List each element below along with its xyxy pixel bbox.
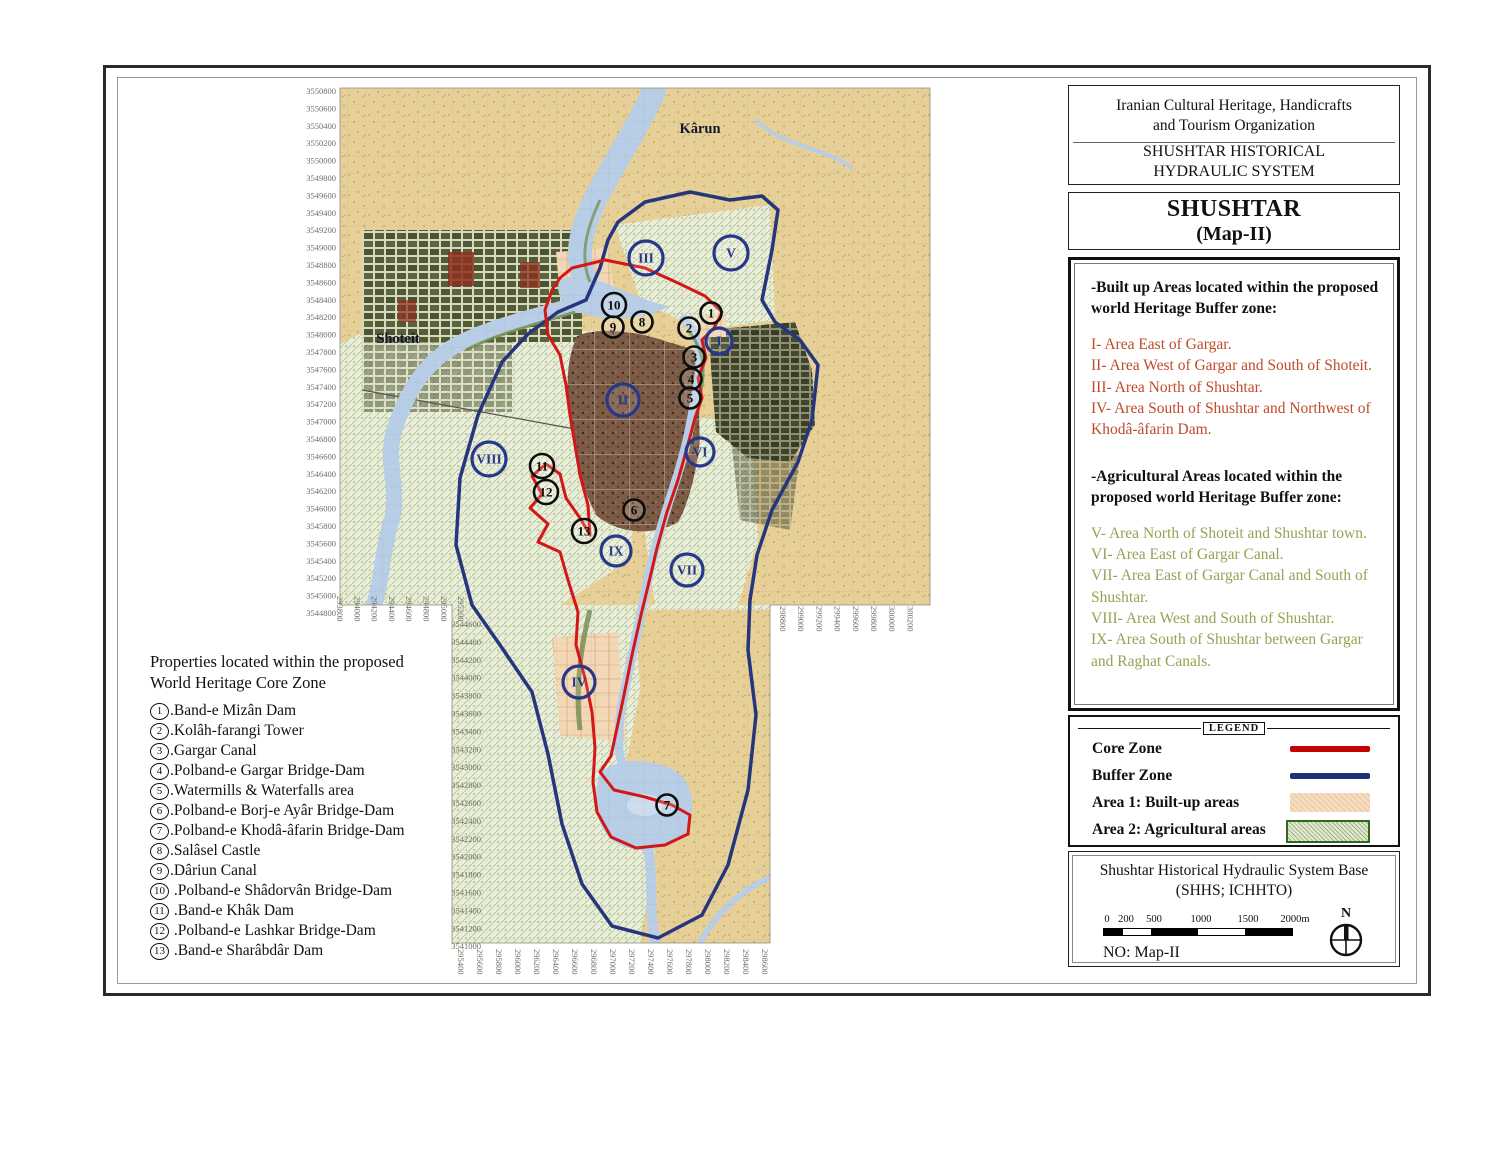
property-list-item: 12 .Polband-e Lashkar Bridge-Dam	[150, 921, 480, 941]
area-marker-II	[607, 384, 639, 416]
property-number-badge: 10	[150, 883, 169, 900]
property-list-item: 13 .Band-e Sharâbdâr Dam	[150, 941, 480, 961]
coordinate-label: 294600	[404, 596, 415, 622]
property-list-item: 2 .Kolâh-farangi Tower	[150, 721, 480, 741]
area-list-item: VII- Area East of Gargar Canal and South of Shushtar.	[1091, 567, 1368, 606]
credit-line2: (SHHS; ICHHTO)	[1175, 882, 1293, 900]
property-number-badge: 11	[150, 903, 169, 920]
coordinate-label: 3545200	[306, 573, 336, 584]
coordinate-label: 298000	[703, 949, 713, 975]
coordinate-label: 3549200	[306, 225, 336, 236]
coordinate-label: 296400	[551, 949, 561, 975]
agri-areas-list	[1091, 523, 1379, 673]
scale-tick: 0	[1104, 914, 1110, 925]
coordinate-label: 3545400	[306, 555, 336, 566]
properties-heading-line2: World Heritage Core Zone	[150, 672, 326, 692]
coordinate-label: 3544200	[451, 654, 481, 665]
built-areas-list	[1091, 334, 1379, 441]
coordinate-label: 3550200	[306, 138, 336, 149]
coordinate-label: 298400	[741, 949, 751, 975]
property-marker-3	[684, 347, 705, 368]
property-marker-9	[603, 317, 624, 338]
property-number-badge: 5	[150, 783, 169, 800]
coordinate-label: 3542400	[451, 815, 481, 826]
coordinate-label: 3547600	[306, 364, 336, 375]
area-list-item: V- Area North of Shoteit and Shushtar town.	[1091, 524, 1367, 542]
coordinate-label: 3543800	[451, 690, 481, 701]
svg-text:11: 11	[535, 458, 549, 474]
coordinate-label: 3546600	[306, 451, 336, 462]
area-list-item: VI- Area East of Gargar Canal.	[1091, 545, 1284, 563]
coordinate-label: 3549400	[306, 207, 336, 218]
coordinate-label: 3548800	[306, 260, 336, 270]
svg-text:IX: IX	[608, 543, 624, 559]
legend-label: Core Zone	[1092, 740, 1162, 757]
coordinate-label: 3548000	[306, 329, 336, 340]
coordinate-label: 3547400	[306, 381, 336, 392]
properties-list-block	[150, 652, 480, 961]
scale-segment	[1245, 929, 1292, 935]
property-list-item: 7 .Polband-e Khodâ-âfarin Bridge-Dam	[150, 821, 480, 841]
coordinate-label: 298800	[778, 606, 788, 632]
legend-swatch-fill	[1290, 793, 1370, 812]
svg-text:IV: IV	[571, 674, 587, 690]
coordinate-label: 3544400	[451, 636, 481, 647]
scale-tick: 200	[1118, 914, 1134, 925]
map-subtitle: (Map-II)	[1196, 223, 1272, 245]
coordinate-label: 298200	[722, 949, 732, 975]
coordinate-label: 294400	[386, 596, 397, 622]
property-number-badge: 2	[150, 723, 169, 740]
coordinate-label: 3542000	[451, 851, 481, 862]
property-number-badge: 9	[150, 863, 169, 880]
property-number-badge: 1	[150, 703, 169, 720]
property-number-badge: 4	[150, 763, 169, 780]
scale-segment	[1151, 929, 1198, 935]
coordinate-label: 299000	[796, 606, 807, 632]
coordinate-label: 3541200	[451, 923, 481, 934]
property-marker-1	[701, 303, 722, 324]
svg-text:7: 7	[663, 797, 671, 813]
legend-label: Buffer Zone	[1092, 767, 1173, 784]
property-marker-13	[572, 519, 596, 543]
coordinate-label: 295600	[475, 949, 485, 975]
map-title: SHUSHTAR	[1166, 196, 1302, 222]
coordinate-label: 3543000	[451, 762, 481, 773]
coordinate-label: 300200	[905, 606, 916, 632]
svg-text:III: III	[638, 250, 654, 266]
org-line2: and Tourism Organization	[1153, 117, 1315, 134]
coordinate-label: 300000	[887, 606, 898, 632]
coordinate-label: 296800	[589, 949, 599, 975]
organization-name	[1073, 90, 1395, 143]
legend-row	[1070, 737, 1398, 764]
svg-text:5: 5	[686, 390, 694, 406]
coordinate-label: 3542600	[451, 798, 481, 808]
scale-segment	[1104, 929, 1123, 935]
legend-label: Area 1: Built-up areas	[1092, 794, 1240, 811]
coordinate-label: 294000	[352, 596, 363, 622]
coordinate-label: 299200	[814, 606, 825, 632]
coordinate-label: 3550400	[306, 120, 336, 131]
property-list-item: 9 .Dâriun Canal	[150, 861, 480, 881]
coordinate-label: 3550000	[306, 155, 336, 166]
svg-text:V: V	[726, 245, 736, 261]
legend-row	[1070, 764, 1398, 791]
coordinate-label: 3546400	[306, 468, 336, 479]
coordinate-label: 3548200	[306, 312, 336, 323]
coordinate-label: 299800	[869, 606, 879, 632]
built-areas-heading: -Built up Areas located within the proposed world Heritage Buffer zone:	[1091, 279, 1379, 317]
legend-swatch-line	[1290, 746, 1370, 752]
legend-row	[1070, 791, 1398, 818]
property-number-badge: 12	[150, 923, 169, 940]
area-marker-V	[714, 236, 748, 270]
coordinate-label: 296200	[532, 949, 542, 975]
coordinate-label: 3541600	[451, 887, 481, 898]
svg-text:8: 8	[638, 314, 646, 330]
scale-bar	[1103, 914, 1310, 962]
property-marker-6	[624, 500, 645, 521]
map-number: NO: Map-II	[1103, 944, 1180, 961]
system-line1: SHUSHTAR HISTORICAL	[1143, 142, 1325, 160]
coordinate-label: 3546200	[306, 486, 336, 497]
north-compass-icon	[1323, 904, 1369, 964]
coordinate-label: 295000	[438, 596, 449, 622]
coordinate-label: 3543200	[451, 744, 481, 755]
map-title-panel	[1068, 192, 1400, 250]
legend-swatch-hatch	[1286, 820, 1370, 843]
coordinate-label: 295400	[456, 949, 466, 975]
coordinate-label: 297400	[646, 949, 656, 975]
area-list-item: I- Area East of Gargar.	[1091, 335, 1232, 353]
coordinate-label: 3547800	[306, 347, 336, 357]
coordinate-label: 293800	[335, 596, 345, 622]
legend-title: LEGEND	[1203, 722, 1265, 735]
coordinate-label: 3548600	[306, 277, 336, 288]
property-number-badge: 7	[150, 823, 169, 840]
legend-panel	[1068, 715, 1400, 847]
area-marker-IV	[563, 666, 595, 698]
svg-text:4: 4	[687, 371, 695, 387]
property-marker-11	[530, 454, 554, 478]
coordinate-label: 3546800	[306, 434, 336, 444]
property-list-item: 1 .Band-e Mizân Dam	[150, 701, 480, 721]
scale-bar-segments	[1103, 928, 1293, 936]
area-marker-III	[629, 241, 663, 275]
coordinate-label: 299600	[850, 606, 861, 632]
property-marker-7	[657, 795, 678, 816]
property-number-badge: 3	[150, 743, 169, 760]
coordinate-label: 3542200	[451, 833, 481, 844]
property-list-item: 11 .Band-e Khâk Dam	[150, 901, 480, 921]
coordinate-label: 297200	[627, 949, 637, 975]
base-credit-panel	[1068, 851, 1400, 967]
coordinate-label: 3550600	[306, 103, 336, 114]
svg-text:2: 2	[685, 320, 693, 336]
coordinate-label: 3541400	[451, 905, 481, 916]
svg-text:1: 1	[707, 305, 715, 321]
legend-rows	[1070, 737, 1398, 845]
property-marker-2	[679, 318, 700, 339]
coordinate-label: 3544800	[306, 608, 336, 618]
property-list-item: 8 .Salâsel Castle	[150, 841, 480, 861]
coordinate-label: 296600	[570, 949, 580, 975]
coordinate-label: 3550800	[306, 86, 336, 96]
coordinate-label: 3544600	[451, 619, 481, 629]
coordinate-label: 3548400	[306, 294, 336, 305]
areas-description-panel	[1068, 257, 1400, 711]
coordinate-label: 3543400	[451, 726, 481, 737]
coordinate-label: 3545000	[306, 590, 336, 601]
property-number-badge: 13	[150, 943, 169, 960]
property-list-item: 5 .Watermills & Waterfalls area	[150, 781, 480, 801]
coordinate-label: 295800	[494, 949, 504, 975]
org-line1: Iranian Cultural Heritage, Handicrafts	[1116, 96, 1352, 114]
area-list-item: IX- Area South of Shushtar between Gargar and Raghat Canals.	[1091, 631, 1363, 670]
legend-label: Area 2: Agricultural areas	[1092, 821, 1266, 838]
coordinate-label: 296000	[513, 949, 523, 975]
coordinate-label: 3549800	[306, 173, 336, 183]
coordinate-label: 3546000	[306, 503, 336, 514]
properties-heading	[150, 652, 480, 693]
svg-text:VIII: VIII	[476, 451, 502, 467]
coordinate-label: 295200	[456, 596, 467, 622]
scale-segment	[1123, 929, 1151, 935]
river-label: Shoteit	[376, 331, 420, 347]
svg-text:6: 6	[630, 502, 638, 518]
property-list-item: 3 .Gargar Canal	[150, 741, 480, 761]
svg-text:3: 3	[690, 349, 698, 365]
svg-text:13: 13	[577, 523, 591, 539]
coordinate-label: 299400	[832, 606, 843, 632]
property-list-item: 4 .Polband-e Gargar Bridge-Dam	[150, 761, 480, 781]
area-marker-IX	[601, 536, 631, 566]
system-line2: HYDRAULIC SYSTEM	[1153, 162, 1315, 180]
credit-line1: Shushtar Historical Hydraulic System Base	[1099, 862, 1369, 879]
scale-segment	[1198, 929, 1245, 935]
river-label: Kârun	[679, 121, 721, 137]
coordinate-label: 294200	[369, 596, 380, 622]
coordinate-label: 3545800	[306, 521, 336, 531]
legend-swatch-line	[1290, 773, 1370, 779]
property-marker-8	[632, 312, 653, 333]
area-marker-I	[706, 328, 732, 354]
coordinate-label: 3541000	[451, 941, 481, 952]
svg-text:I: I	[716, 333, 722, 349]
coordinate-label: 297000	[608, 949, 618, 975]
properties-heading-line1: Properties located within the proposed	[150, 652, 404, 671]
svg-text:VII: VII	[676, 562, 698, 578]
coordinate-label: 3549000	[306, 242, 336, 253]
coordinate-label: 3547200	[306, 399, 336, 410]
agri-areas-heading: -Agricultural Areas located within the proposed world Heritage Buffer zone:	[1091, 467, 1343, 506]
scale-tick-labels	[1103, 914, 1310, 927]
area-list-item: IV- Area South of Shushtar and Northwest of Khodâ-âfarin Dam.	[1091, 399, 1371, 439]
area-list-item: II- Area West of Gargar and South of Shoteit.	[1091, 357, 1372, 375]
coordinate-label: 3544000	[451, 672, 481, 683]
scale-tick: 1000	[1190, 914, 1212, 925]
scale-tick: 2000m	[1280, 914, 1310, 925]
area-marker-VI	[686, 438, 714, 466]
system-name	[1073, 143, 1395, 180]
svg-text:9: 9	[609, 319, 617, 335]
properties-list	[150, 701, 480, 961]
svg-text:VI: VI	[692, 444, 708, 460]
coordinate-label: 297600	[665, 949, 675, 975]
scale-tick: 500	[1146, 914, 1162, 925]
organization-panel	[1068, 85, 1400, 185]
coordinate-label: 3547000	[306, 416, 336, 427]
property-number-badge: 8	[150, 843, 169, 860]
property-list-item: 6 .Polband-e Borj-e Ayâr Bridge-Dam	[150, 801, 480, 821]
svg-text:N: N	[1340, 906, 1352, 921]
property-marker-5	[680, 388, 701, 409]
svg-text:12: 12	[539, 484, 553, 500]
coordinate-label: 294800	[421, 596, 432, 622]
coordinate-label: 3543600	[451, 708, 481, 719]
coordinate-label: 3542800	[451, 780, 481, 791]
area-list-item: III- Area North of Shushtar.	[1091, 378, 1263, 396]
property-marker-10	[602, 293, 626, 317]
property-marker-12	[534, 480, 558, 504]
coordinate-label: 3549600	[306, 190, 336, 201]
svg-text:II: II	[617, 392, 629, 408]
area-marker-VIII	[472, 442, 506, 476]
area-marker-VII	[671, 554, 703, 586]
coordinate-label: 298600	[760, 949, 770, 975]
scale-tick: 1500	[1237, 914, 1259, 925]
svg-text:10: 10	[607, 297, 621, 313]
coordinate-label: 297800	[684, 949, 694, 975]
coordinate-label: 3541800	[451, 869, 481, 880]
coordinate-label: 3545600	[306, 538, 336, 549]
legend-header	[1078, 722, 1390, 735]
property-number-badge: 6	[150, 803, 169, 820]
property-list-item: 10 .Polband-e Shâdorvân Bridge-Dam	[150, 881, 480, 901]
legend-row	[1070, 818, 1398, 845]
area-list-item: VIII- Area West and South of Shushtar.	[1091, 610, 1335, 628]
